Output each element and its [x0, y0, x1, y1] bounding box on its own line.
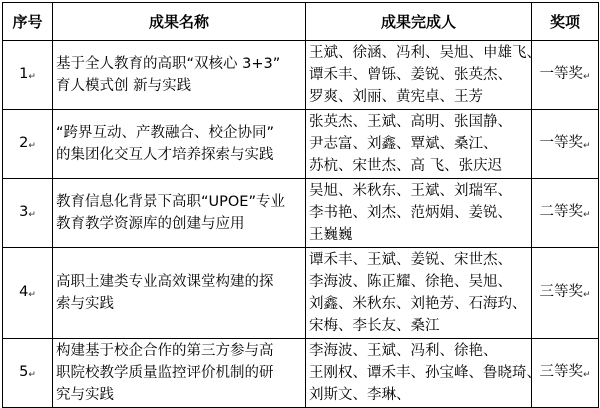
row-number	[3, 339, 53, 408]
paragraph-mark-icon: ↵	[582, 209, 591, 220]
award-level	[532, 179, 599, 248]
award-level-text: 一等奖	[539, 65, 583, 82]
achievement-people-line: 苏杭、宋世杰、高 飞、张庆迟	[309, 158, 503, 174]
achievement-people-line: 李海波、王斌、冯利、徐艳、	[309, 343, 498, 359]
achievement-people-line: 谭禾丰、王斌、姜锐、宋世杰、	[309, 252, 512, 268]
award-level-text: 一等奖	[539, 134, 583, 151]
table-row	[3, 248, 599, 339]
achievement-name-line: 的集团化交互人才培养探索与实践	[56, 147, 274, 163]
achievement-name-line: 究与实践	[56, 387, 114, 403]
award-level	[532, 339, 599, 408]
achievement-name	[53, 41, 306, 110]
achievement-people-line: 王刚权、谭禾丰、孙宝峰、鲁晓琦、	[309, 365, 541, 381]
award-level-text: 三等奖	[539, 283, 583, 300]
row-number-text: 4	[19, 283, 29, 300]
achievement-name-line: 索与实践	[56, 296, 114, 312]
achievement-people-line: 刘斯文、李琳、	[309, 387, 411, 403]
achievement-people-line: 张英杰、王斌、高明、张国静、	[309, 114, 512, 130]
achievement-name	[53, 248, 306, 339]
achievement-people	[306, 248, 532, 339]
table-row	[3, 179, 599, 248]
achievement-name-line: 教育教学资源库的创建与应用	[56, 216, 245, 232]
achievement-people-line: 尹志富、刘鑫、覃斌、桑江、	[309, 136, 498, 152]
paragraph-mark-icon: ↵	[582, 140, 591, 151]
paragraph-mark-icon: ↵	[582, 369, 591, 380]
achievement-name-line: 教育信息化背景下高职“UPOE”专业	[56, 194, 285, 210]
achievement-name-line: 构建基于校企合作的第三方参与高	[56, 343, 274, 359]
achievement-name	[53, 110, 306, 179]
paragraph-mark-icon: ↵	[28, 209, 36, 220]
achievement-name-line: 职院校教学质量监控评价机制的研	[56, 365, 274, 381]
achievement-people-line: 刘鑫、米秋东、刘艳芳、石海玓、	[309, 296, 527, 312]
header-level: 奖项	[532, 3, 599, 41]
row-number	[3, 248, 53, 339]
table-row	[3, 110, 599, 179]
paragraph-mark-icon: ↵	[582, 289, 591, 300]
header-people: 成果完成人	[306, 3, 532, 41]
achievement-people-line: 谭禾丰、曾铄、姜锐、张英杰、	[309, 67, 512, 83]
achievement-name-line: 育人模式创 新与实践	[56, 78, 192, 94]
paragraph-mark-icon: ↵	[28, 369, 36, 380]
paragraph-mark-icon: ↵	[28, 140, 36, 151]
table-row	[3, 41, 599, 110]
row-number-text: 3	[19, 203, 29, 220]
header-no: 序号	[3, 3, 53, 41]
achievement-name	[53, 179, 306, 248]
achievement-name-line: 高职土建类专业高效课堂构建的探	[56, 274, 274, 290]
row-number-text: 2	[19, 134, 29, 151]
award-level	[532, 110, 599, 179]
achievement-people-line: 李海波、陈正耀、徐艳、吴旭、	[309, 274, 512, 290]
achievement-name-line: 基于全人教育的高职“双核心 3+3”	[56, 56, 281, 72]
achievement-name-line: “跨界互动、产教融合、校企协同”	[56, 125, 275, 141]
row-number	[3, 179, 53, 248]
row-number	[3, 110, 53, 179]
achievement-people-line: 王巍巍	[309, 227, 353, 243]
achievement-name	[53, 339, 306, 408]
achievement-people	[306, 110, 532, 179]
achievement-people-line: 吴旭、米秋东、王斌、刘瑞军、	[309, 183, 512, 199]
award-level-text: 三等奖	[539, 363, 583, 380]
row-number-text: 5	[19, 363, 29, 380]
achievement-people-line: 李书艳、刘杰、范炳娟、姜锐、	[309, 205, 512, 221]
paragraph-mark-icon: ↵	[28, 71, 36, 82]
row-number-text: 1	[19, 65, 29, 82]
award-level	[532, 248, 599, 339]
header-row	[3, 3, 599, 41]
achievement-people-line: 罗爽、刘丽、黄宪卓、王芳	[309, 89, 483, 105]
paragraph-mark-icon: ↵	[582, 71, 591, 82]
achievement-people	[306, 179, 532, 248]
paragraph-mark-icon: ↵	[28, 289, 36, 300]
header-name: 成果名称	[53, 3, 306, 41]
awards-table	[2, 2, 599, 408]
row-number	[3, 41, 53, 110]
achievement-people	[306, 339, 541, 408]
table-row	[3, 339, 599, 408]
award-level-text: 二等奖	[539, 203, 583, 220]
achievement-people-line: 宋梅、李长友、桑江	[309, 318, 440, 334]
achievement-people	[306, 41, 541, 110]
award-level	[532, 41, 599, 110]
achievement-people-line: 王斌、徐涵、冯利、吴旭、申雄飞、	[309, 45, 541, 61]
